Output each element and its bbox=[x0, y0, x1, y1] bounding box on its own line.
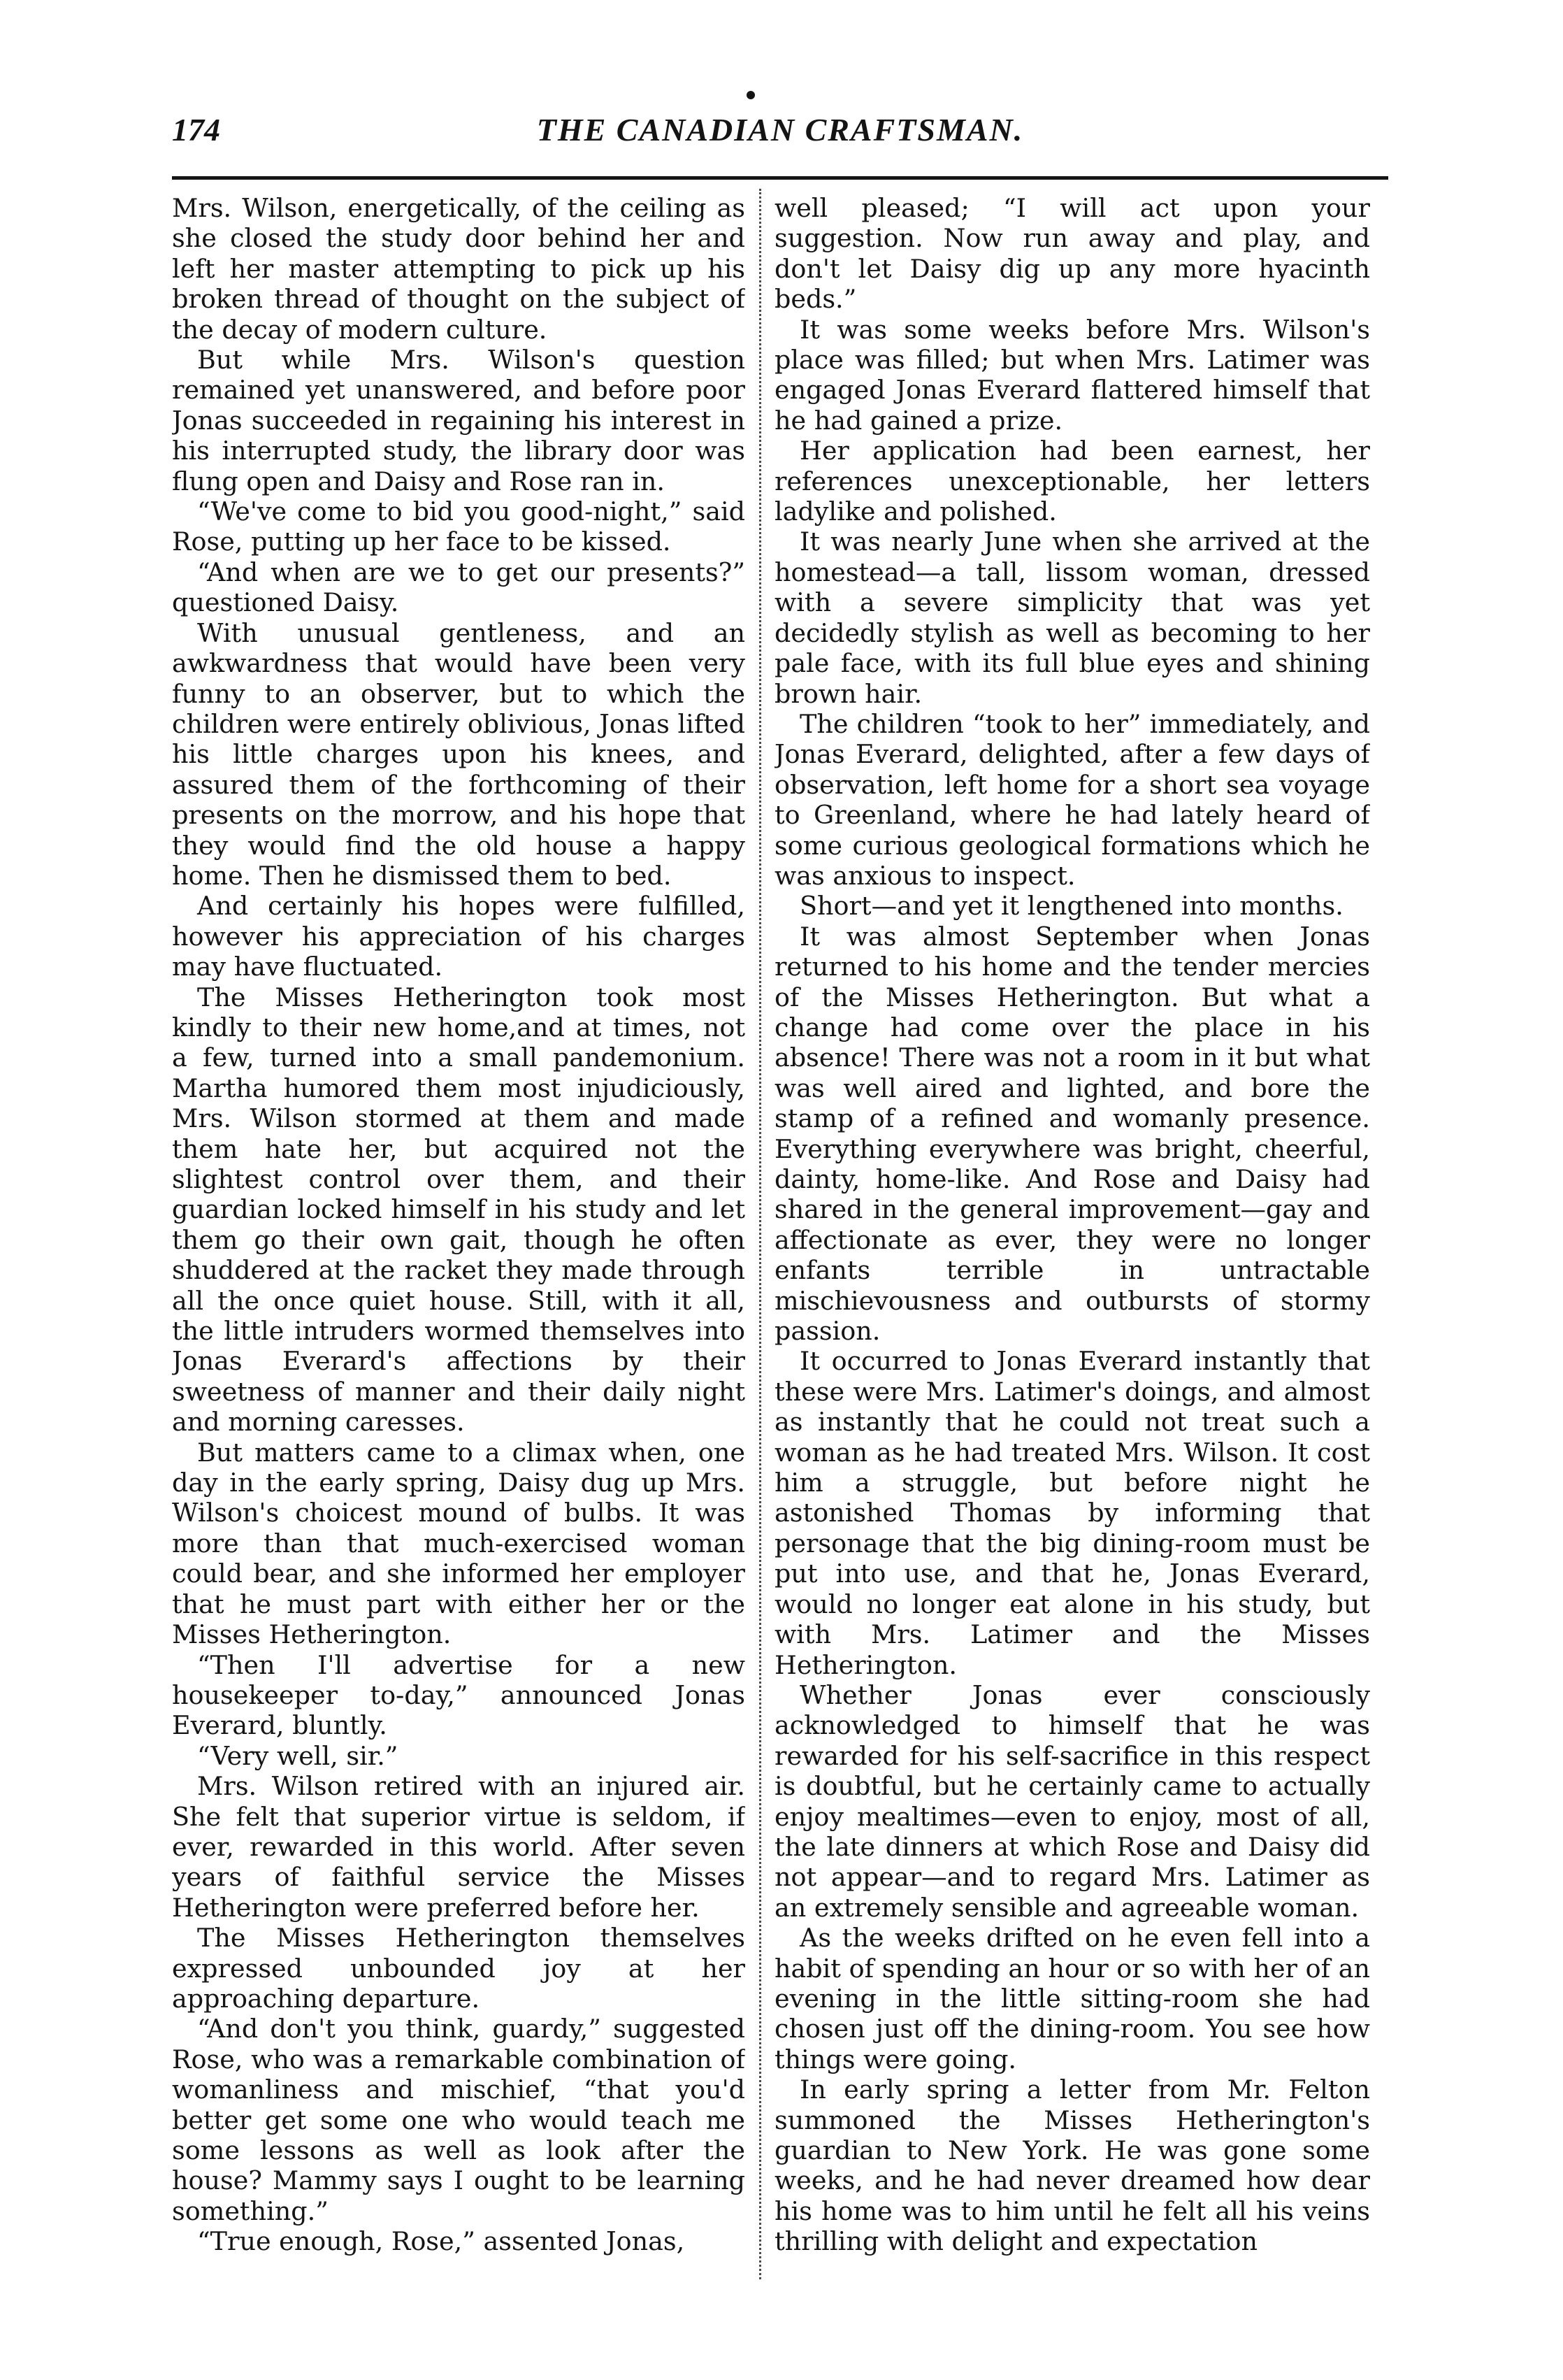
header-rule bbox=[172, 176, 1388, 180]
paragraph: The Misses Hetherington themselves expressed unbounded joy at her approaching departure. bbox=[172, 1923, 745, 2014]
paragraph: But matters came to a climax when, one day in the early spring, Daisy dug up Mrs. Wilson's choicest mound of bulbs. It was more than that much-exercised woman could bear, and she informed her employer that he must part with either her or the Misses Hetherington. bbox=[172, 1437, 745, 1650]
paragraph: Mrs. Wilson, energetically, of the ceiling as she closed the study door behind her and left her master attempting to pick up his broken thread of thought on the subject of the decay of modern culture. bbox=[172, 193, 745, 345]
printer-dot bbox=[747, 91, 755, 99]
paragraph: With unusual gentleness, and an awkwardness that would have been very funny to an observer, but to which the children were entirely oblivious, Jonas lifted his little charges upon his knees, and assured them of the forthcoming of their presents on the morrow, and his hope that they would find the old house a happy home. Then he dismissed them to bed. bbox=[172, 617, 745, 891]
paragraph: “We've come to bid you good-night,” said Rose, putting up her face to be kissed. bbox=[172, 496, 745, 557]
paragraph: It occurred to Jonas Everard instantly that these were Mrs. Latimer's doings, and almost as instantly that he could not treat such a woman as he had treated Mrs. Wilson. It cost him a struggle, but before night he astonished Thomas by informing that personage that the big dining-room must be put into use, and that he, Jonas Everard, would no longer eat alone in his study, but with Mrs. Latimer and the Misses Hetherington. bbox=[775, 1346, 1370, 1680]
paragraph: And certainly his hopes were fulfilled, however his appreciation of his charges may have fluctuated. bbox=[172, 891, 745, 982]
paragraph: “And when are we to get our presents?” questioned Daisy. bbox=[172, 557, 745, 618]
paragraph: “True enough, Rose,” assented Jonas, bbox=[197, 2226, 685, 2257]
paragraph: As the weeks drifted on he even fell into a habit of spending an hour or so with her of an evening in the little sitting-room she had chosen just off the dining-room. You see how things were going. bbox=[775, 1923, 1370, 2074]
paragraph: “Then I'll advertise for a new housekeeper to-day,” announced Jonas Everard, bluntly. bbox=[172, 1649, 745, 1741]
page-number: 174 bbox=[172, 112, 220, 148]
paragraph: The Misses Hetherington took most kindly to their new home,and at times, not a few, turned into a small pandemonium. Martha humored them most injudiciously, Mrs. Wilson stormed at them and made them hate her, but acquired not the slightest control over them, and their guardian locked himself in his study and let them go their own gait, though he often shuddered at the racket they made through all the once quiet house. Still, with it all, the little intruders wormed themselves into Jonas Everard's affections by their sweetness of manner and their daily night and morning caresses. bbox=[172, 982, 745, 1438]
running-header bbox=[172, 110, 1388, 159]
paragraph: Whether Jonas ever consciously acknowledged to himself that he was rewarded for his self-sacrifice in this respect is doubtful, but he certainly came to actually enjoy mealtimes—even to enjoy, most of all, the late dinners at which Rose and Daisy did not appear—and to regard Mrs. Latimer as an extremely sensible and agreeable woman. bbox=[775, 1679, 1370, 1923]
paragraph: The children “took to her” immediately, and Jonas Everard, delighted, after a few days of observation, left home for a short sea voyage to Greenland, where he had lately heard of some curious geological formations which he was anxious to inspect. bbox=[775, 708, 1370, 891]
paragraph: Her application had been earnest, her references unexceptionable, her letters ladylike and polished. bbox=[775, 436, 1370, 527]
paragraph: In early spring a letter from Mr. Felton summoned the Misses Hetherington's guardian to New York. He was gone some weeks, and he had never dreamed how dear his home was to him until he felt all his veins thrilling with delight and expectation bbox=[775, 2074, 1370, 2257]
column-divider bbox=[759, 189, 761, 2279]
paragraph: It was almost September when Jonas returned to his home and the tender mercies of the Misses Hetherington. But what a change had come over the place in his absence! There was not a room in it but what was well aired and lighted, and bore the stamp of a refined and womanly presence. Everything everywhere was bright, cheerful, dainty, home-like. And Rose and Daisy had shared in the general improvement—gay and affectionate as ever, they were no longer enfants terrible in untractable mischievousness and outbursts of stormy passion. bbox=[775, 921, 1370, 1347]
paragraph: It was nearly June when she arrived at the homestead—a tall, lissom woman, dressed with a severe simplicity that was yet decidedly stylish as well as becoming to her pale face, with its full blue eyes and shining brown hair. bbox=[775, 526, 1370, 709]
paragraph: Short—and yet it lengthened into months. bbox=[800, 891, 1344, 922]
paragraph: “And don't you think, guardy,” suggested Rose, who was a remarkable combination of womanliness and mischief, “that you'd better get some one who would teach me some lessons as well as look after the house? Mammy says I ought to be learning something.” bbox=[172, 2014, 745, 2226]
paragraph: But while Mrs. Wilson's question remained yet unanswered, and before poor Jonas succeeded in regaining his interest in his interrupted study, the library door was flung open and Daisy and Rose ran in. bbox=[172, 345, 745, 496]
paragraph: “Very well, sir.” bbox=[197, 1740, 398, 1771]
publication-title: THE CANADIAN CRAFTSMAN. bbox=[536, 112, 1024, 148]
paragraph: It was some weeks before Mrs. Wilson's place was filled; but when Mrs. Latimer was engaged Jonas Everard flattered himself that he had gained a prize. bbox=[775, 314, 1370, 436]
left-column bbox=[172, 193, 745, 2284]
paragraph: well pleased; “I will act upon your suggestion. Now run away and play, and don't let Daisy dig up any more hyacinth beds.” bbox=[775, 193, 1370, 315]
paragraph: Mrs. Wilson retired with an injured air. She felt that superior virtue is seldom, if ever, rewarded in this world. After seven years of faithful service the Misses Hetherington were preferred before her. bbox=[172, 1771, 745, 1923]
right-column bbox=[775, 193, 1370, 2284]
